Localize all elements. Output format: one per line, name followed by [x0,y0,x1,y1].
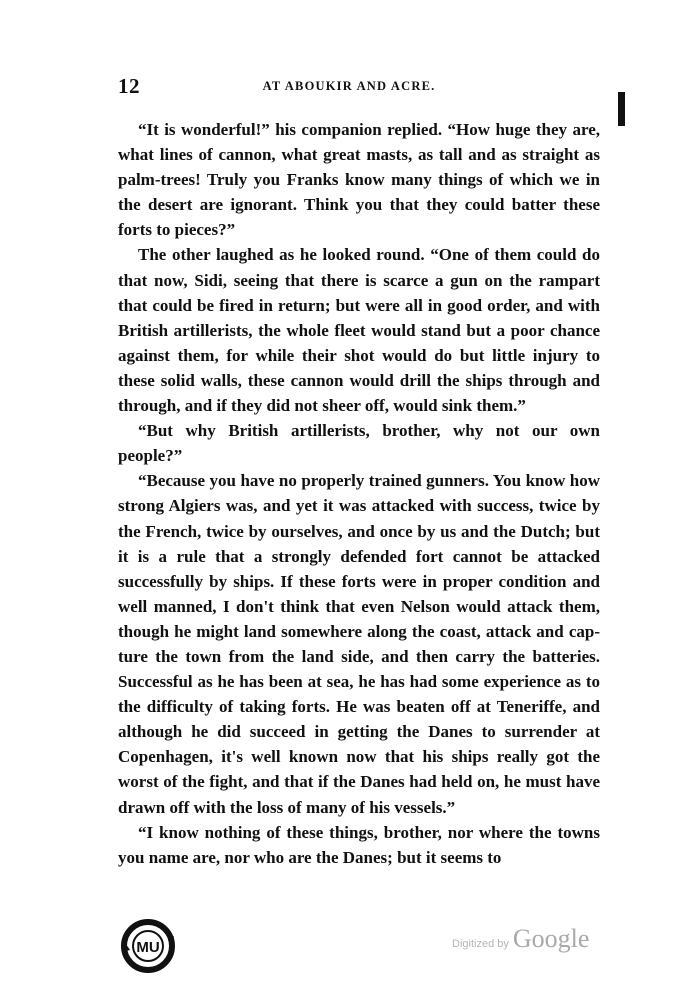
digitized-watermark [452,924,589,964]
google-logo: Google [512,924,590,953]
stamp-letters: MU [136,939,160,956]
paragraph-2: The other laughed as he looked round. “One of them could do that now, Sidi, seeing that there is scarce a gun on the rampart that could be fired in return; but were all in good order, and with British artillerists, the whole fleet would stand but a poor chance against them, for while their shot would do but little injury to these solid walls, these cannon would drill the ships through and through, and if they did not sheer off, would sink them.” [118,245,600,416]
paragraph-5: “I know nothing of these things, brother, nor where the towns you name are, nor who are the Danes; but it seems to [118,822,600,867]
paragraph-4: “Because you have no properly trained gunners. You know how strong Algiers was, and yet it was attacked with success, twice by the French, twice by ourselves, and once by us and the Dutch; but it is a rule that a strongly defended fort cannot be attacked successfully by ships. If these forts were in proper condition and well manned, I don't think that even Nelson would attack them, though he might land somewhere along the coast, attack and capture the town from the land side, and then carry the batteries. Successful as he has been at sea, he has had some experience as to the difficulty of taking forts. He was beaten off at Teneriffe, and although he did succeed in getting the Danes to surrender at Copenhagen, it's well known now that his ships really got the worst of the fight, and that if the Danes had held on, he must have drawn off with the loss of many of his vessels.” [118,471,600,817]
paragraph-3: “But why British artillerists, brother, why not our own people?” [118,421,600,466]
page-header [118,74,580,102]
body-text [118,117,600,870]
library-stamp-logo [120,918,176,974]
stamp-seal-icon [120,918,176,974]
page-number: 12 [118,74,140,98]
margin-mark [618,92,625,126]
paragraph-1: “It is wonderful!” his companion replied. “How huge they are, what lines of cannon, what great masts, as tall and as straight as palm-trees! Truly you Franks know many things of which we in the desert are ignorant. Think you that they could batter these forts to pieces?” [118,120,600,240]
running-title: AT ABOUKIR AND ACRE. [262,79,436,93]
digitized-by-label: Digitized by [452,938,509,950]
